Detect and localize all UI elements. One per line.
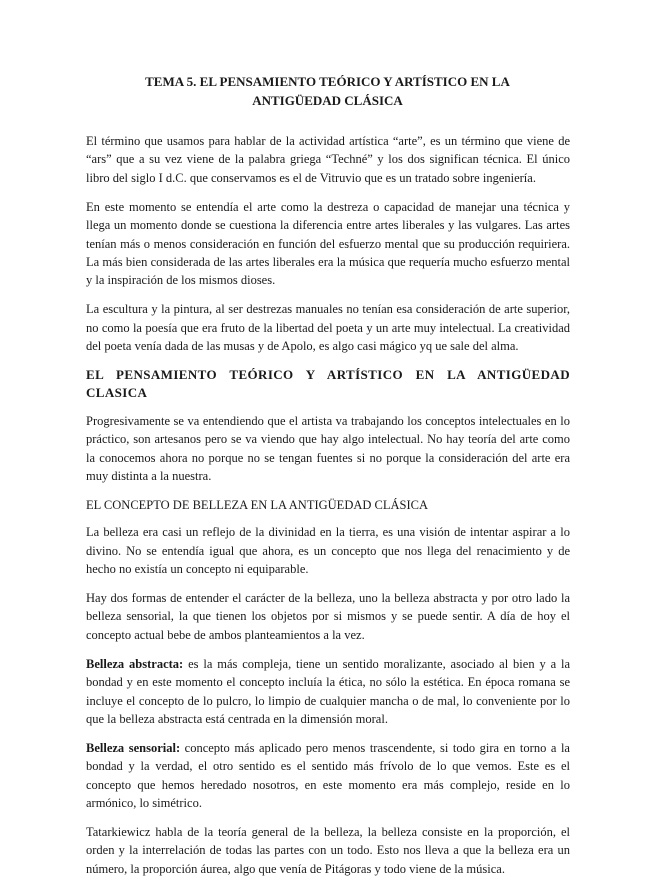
page-title [100,72,555,110]
paragraph-dos-formas: Hay dos formas de entender el carácter de la belleza, uno la belleza abstracta y por otro lado la belleza sensorial, la que tienen los objetos por si mismos y se puede sentir. A día de hoy el concepto actual bebe de ambos planteamientos a la vez. [86,591,570,642]
term-belleza-sensorial: Belleza sensorial: [86,740,181,755]
term-belleza-abstracta: Belleza abstracta: [86,656,184,671]
text-belleza-sensorial: concepto más aplicado pero menos trascendente, si todo gira en torno a la bondad y la verdad, el otro sentido es el sentido más frívolo de lo que vemos. Este es el concepto que hemos heredado nosotros, en este momento era más complejo, reside en lo armónico, lo simétrico. [86,740,570,811]
paragraph-escultura-pintura: La escultura y la pintura, al ser destrezas manuales no tenían esa consideración de arte superior, no como la poesía que era fruto de la libertad del poeta y un arte muy intelectual. La creatividad del poeta venía dada de las musas y de Apolo, es algo casi mágico yq ue sale del alma. [86,302,570,354]
document-body [86,132,570,889]
section-heading-belleza: EL CONCEPTO DE BELLEZA EN LA ANTIGÜEDAD CLÁSICA [86,497,428,512]
paragraph-progresivamente: Progresivamente se va entendiendo que el artista va trabajando los conceptos intelectuales en lo práctico, son artesanos pero se va viendo que hay algo intelectual. No hay teoría del arte como la conocemos ahora no porque no se tengan fuentes si no porque la consideración del arte era muy distinta a la nuestra. [86,413,570,483]
paragraph-artes-liberales: En este momento se entendía el arte como la destreza o capacidad de manejar una técnica y llega un momento donde se cuestiona la diferencia entre artes liberales y las vulgares. Las artes tenían más o menos consideración en función del esfuerzo mental que su producción requiriera. La más bien considerada de las artes liberales era la música que requería mucho esfuerzo mental y la inspiración de los mismos dioses. [86,199,570,288]
paragraph-belleza-divinidad: La belleza era casi un reflejo de la divinidad en la tierra, es una visión de intentar aspirar a lo divino. No se entendía igual que ahora, es un concepto que nos llega del renacimiento y de hecho no existía un concepto ni equiparable. [86,525,570,577]
title-line-2: ANTIGÜEDAD CLÁSICA [252,93,403,108]
section-heading-pensamiento: EL PENSAMIENTO TEÓRICO Y ARTÍSTICO EN LA ANTIGÜEDAD CLASICA [86,366,570,401]
paragraph-intro: El término que usamos para hablar de la actividad artística “arte”, es un término que viene de “ars” que a su vez viene de la palabra griega “Techné” y los dos significan técnica. El único libro del siglo I d.C. que conservamos es el de Vitruvio que es un tratado sobre ingeniería. [86,134,570,185]
paragraph-tatarkiewicz: Tatarkiewicz habla de la teoría general de la belleza, la belleza consiste en la proporción, el orden y la interrelación de todas las partes con un todo. Esto nos lleva a que la belleza era un número, la proporción áurea, algo que venía de Pitágoras y todo viene de la música. [86,825,570,876]
text-belleza-abstracta: es la más compleja, tiene un sentido moralizante, asociado al bien y a la bondad y en este momento el concepto incluía la ética, no sólo la estética. En época romana se incluye el concepto de lo pulcro, lo limpio de cualquier mancha o de mal, lo conveniente por lo que la belleza abstracta está centrada en la dimensión moral. [86,656,571,726]
paragraph-belleza-sensorial [86,739,570,813]
paragraph-belleza-abstracta [86,655,570,729]
title-line-1: TEMA 5. EL PENSAMIENTO TEÓRICO Y ARTÍSTICO EN LA [145,74,510,89]
